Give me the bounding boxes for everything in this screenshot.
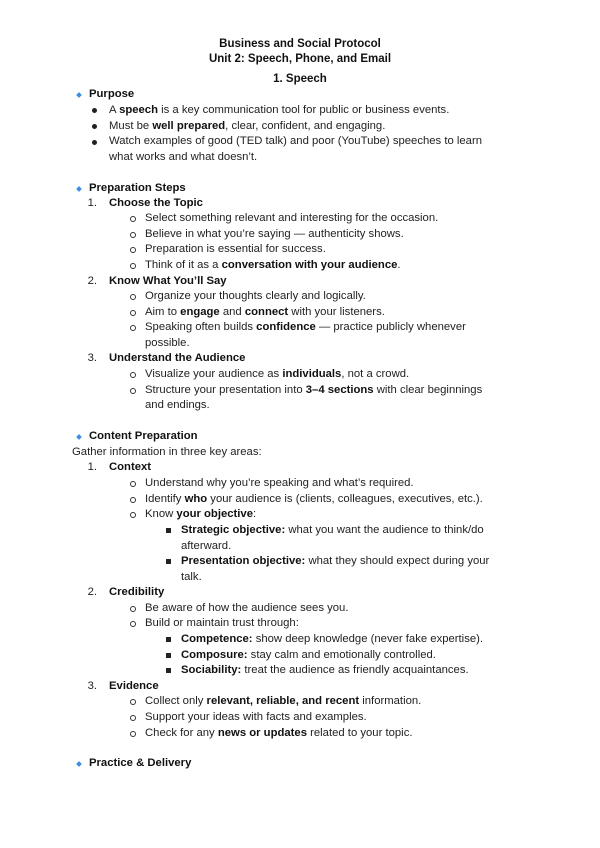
circle-bullet-icon <box>130 216 136 222</box>
list-item: Be aware of how the audience sees you. <box>145 602 349 614</box>
step-title: Credibility <box>109 586 165 598</box>
disc-bullet-icon <box>92 108 97 113</box>
circle-bullet-icon <box>130 512 136 518</box>
step-number: 3. <box>87 352 97 364</box>
list-item: Select something relevant and interesting for the occasion. <box>145 212 439 224</box>
practice-heading: Practice & Delivery <box>89 757 192 769</box>
disc-bullet-icon <box>92 124 97 129</box>
circle-bullet-icon <box>130 481 136 487</box>
step-title: Evidence <box>109 680 159 692</box>
section-title: 1. Speech <box>273 73 327 85</box>
step-number: 2. <box>87 586 97 598</box>
circle-bullet-icon <box>130 232 136 238</box>
list-item: Think of it as a conversation with your audience. <box>145 259 401 271</box>
circle-bullet-icon <box>130 388 136 394</box>
list-item: Strategic objective: what you want the audience to think/do <box>181 524 484 536</box>
diamond-bullet-icon <box>76 761 82 767</box>
list-item-continued: what works and what doesn’t. <box>109 151 258 163</box>
list-item: Speaking often builds confidence — practice publicly whenever <box>145 321 466 333</box>
content-intro: Gather information in three key areas: <box>72 446 262 458</box>
step-number: 1. <box>87 197 97 209</box>
circle-bullet-icon <box>130 621 136 627</box>
circle-bullet-icon <box>130 372 136 378</box>
list-item-continued: and endings. <box>145 399 210 411</box>
step-number: 1. <box>87 461 97 473</box>
disc-bullet-icon <box>92 140 97 145</box>
list-item: Aim to engage and connect with your listeners. <box>145 306 385 318</box>
step-number: 2. <box>87 275 97 287</box>
list-item: Collect only relevant, reliable, and recent information. <box>145 695 422 707</box>
list-item: Presentation objective: what they should expect during your <box>181 555 490 567</box>
diamond-bullet-icon <box>76 186 82 192</box>
list-item: Understand why you’re speaking and what’s required. <box>145 477 414 489</box>
step-title: Choose the Topic <box>109 197 203 209</box>
circle-bullet-icon <box>130 263 136 269</box>
list-item: Organize your thoughts clearly and logically. <box>145 290 366 302</box>
list-item: Visualize your audience as individuals, not a crowd. <box>145 368 410 380</box>
doc-subtitle: Unit 2: Speech, Phone, and Email <box>208 53 392 65</box>
circle-bullet-icon <box>130 294 136 300</box>
list-item-continued: talk. <box>181 571 202 583</box>
list-item: Sociability: treat the audience as friendly acquaintances. <box>181 664 469 676</box>
circle-bullet-icon <box>130 699 136 705</box>
step-title: Context <box>109 461 152 473</box>
diamond-bullet-icon <box>76 434 82 440</box>
list-item: Competence: show deep knowledge (never fake expertise). <box>181 633 484 645</box>
square-bullet-icon <box>166 637 171 642</box>
circle-bullet-icon <box>130 715 136 721</box>
list-item: Check for any news or updates related to your topic. <box>145 727 413 739</box>
circle-bullet-icon <box>130 325 136 331</box>
purpose-heading: Purpose <box>89 88 135 100</box>
step-title: Know What You’ll Say <box>109 275 227 287</box>
square-bullet-icon <box>166 668 171 673</box>
circle-bullet-icon <box>130 497 136 503</box>
list-item-continued: possible. <box>145 337 190 349</box>
circle-bullet-icon <box>130 731 136 737</box>
list-item: Build or maintain trust through: <box>145 617 299 629</box>
list-item: Identify who your audience is (clients, colleagues, executives, etc.). <box>145 493 483 505</box>
square-bullet-icon <box>166 559 171 564</box>
circle-bullet-icon <box>130 606 136 612</box>
square-bullet-icon <box>166 528 171 533</box>
list-item: Support your ideas with facts and examples. <box>145 711 367 723</box>
diamond-bullet-icon <box>76 92 82 98</box>
circle-bullet-icon <box>130 310 136 316</box>
list-item-continued: afterward. <box>181 540 232 552</box>
circle-bullet-icon <box>130 247 136 253</box>
list-item: Must be well prepared, clear, confident, and engaging. <box>109 120 386 132</box>
doc-title: Business and Social Protocol <box>219 38 381 50</box>
content-heading: Content Preparation <box>89 430 198 442</box>
step-title: Understand the Audience <box>109 352 246 364</box>
list-item: Know your objective: <box>145 508 257 520</box>
prep-heading: Preparation Steps <box>89 182 186 194</box>
step-number: 3. <box>87 680 97 692</box>
list-item: A speech is a key communication tool for public or business events. <box>109 104 450 116</box>
list-item: Composure: stay calm and emotionally controlled. <box>181 649 436 661</box>
list-item: Watch examples of good (TED talk) and poor (YouTube) speeches to learn <box>109 135 482 147</box>
list-item: Structure your presentation into 3–4 sections with clear beginnings <box>145 384 483 396</box>
square-bullet-icon <box>166 653 171 658</box>
list-item: Believe in what you’re saying — authenticity shows. <box>145 228 404 240</box>
list-item: Preparation is essential for success. <box>145 243 326 255</box>
